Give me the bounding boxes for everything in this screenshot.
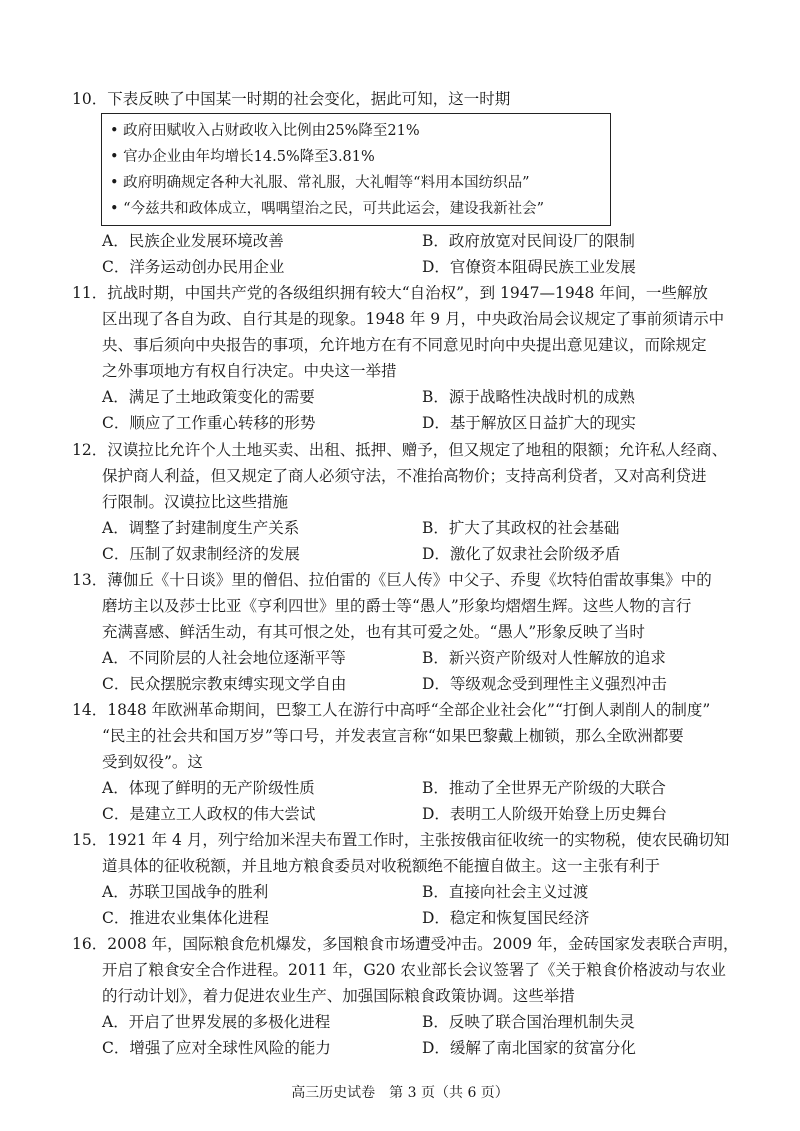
table-row: • 政府明确规定各种大礼服、常礼服，大礼帽等“料用本国纺织品” (110, 175, 530, 191)
table-row: • 官办企业由年均增长14.5%降至3.81% (110, 149, 375, 165)
option-a[interactable]: A．不同阶层的人社会地位逐渐平等 (102, 649, 346, 667)
question-stem-line: 行限制。汉谟拉比这些措施 (102, 493, 289, 511)
question-stem-line: 磨坊主以及莎士比亚《亨利四世》里的爵士等“愚人”形象均熠熠生辉。这些人物的言行 (102, 597, 692, 615)
question-number: 16． (72, 935, 108, 953)
question-number: 14． (72, 701, 108, 719)
question-12 (72, 437, 742, 567)
question-stem-line: 保护商人利益，但又规定了商人必须守法，不准抬高物价；支持高利贷者，又对高利贷进 (102, 467, 707, 485)
option-d[interactable]: D．等级观念受到理性主义强烈冲击 (422, 675, 667, 693)
question-stem-line: 的行动计划》，着力促进农业生产、加强国际粮食政策协调。这些举措 (102, 987, 575, 1005)
table-row: • “今兹共和政体成立，喁喁望治之民，可共此运会，建设我新社会” (110, 201, 544, 217)
option-b[interactable]: B．源于战略性决战时机的成熟 (422, 388, 635, 406)
option-d[interactable]: D．官僚资本阻碍民族工业发展 (422, 258, 636, 276)
option-b[interactable]: B．新兴资产阶级对人性解放的追求 (422, 649, 666, 667)
option-d[interactable]: D．稳定和恢复国民经济 (422, 909, 590, 927)
question-number: 12． (72, 441, 108, 459)
question-14 (72, 697, 742, 827)
option-c[interactable]: C．顺应了工作重心转移的形势 (102, 414, 316, 432)
question-number: 13． (72, 571, 108, 589)
question-stem-line: 道具体的征收税额，并且地方粮食委员对收税额绝不能擅自做主。这一主张有利于 (102, 857, 661, 875)
question-stem-line: 之外事项地方有权自行决定。中央这一举措 (102, 362, 397, 380)
question-stem-line: 开启了粮食安全合作进程。2011 年，G20 农业部长会议签署了《关于粮食价格波动与农业 (102, 961, 726, 979)
option-d[interactable]: D．基于解放区日益扩大的现实 (422, 414, 636, 432)
question-stem-line: 区出现了各自为政、自行其是的现象。1948 年 9 月，中央政治局会议规定了事前须请示中 (102, 310, 725, 328)
option-c[interactable]: C．推进农业集体化进程 (102, 909, 269, 927)
q10-options (72, 228, 742, 280)
page-footer: 高三历史试卷 第 3 页（共 6 页） (291, 1085, 509, 1101)
option-c[interactable]: C．是建立工人政权的伟大尝试 (102, 805, 316, 823)
option-a[interactable]: A．民族企业发展环境改善 (102, 232, 284, 250)
option-a[interactable]: A．体现了鲜明的无产阶级性质 (102, 779, 315, 797)
question-stem-line: “民主的社会共和国万岁”等口号，并发表宣言称“如果巴黎戴上枷锁，那么全欧洲都要 (102, 727, 684, 745)
question-stem-line: 央、事后须向中央报告的事项，允许地方在有不同意见时向中央提出意见建议，而除规定 (102, 336, 707, 354)
question-11 (72, 280, 742, 436)
option-a[interactable]: A．调整了封建制度生产关系 (102, 519, 300, 537)
option-b[interactable]: B．扩大了其政权的社会基础 (422, 519, 620, 537)
question-stem-line: 汉谟拉比允许个人土地买卖、出租、抵押、赠予，但又规定了地租的限额；允许私人经商、 (107, 441, 728, 459)
option-c[interactable]: C．增强了应对全球性风险的能力 (102, 1039, 331, 1057)
option-a[interactable]: A．开启了世界发展的多极化进程 (102, 1013, 331, 1031)
option-a[interactable]: A．苏联卫国战争的胜利 (102, 883, 269, 901)
question-number: 10． (72, 90, 108, 108)
question-stem: 下表反映了中国某一时期的社会变化，据此可知，这一时期 (107, 90, 511, 108)
question-number: 15． (72, 831, 108, 849)
question-10 (72, 86, 742, 112)
option-b[interactable]: B．直接向社会主义过渡 (422, 883, 589, 901)
question-stem-line: 受到奴役”。这 (102, 753, 203, 771)
question-stem-line: 2008 年，国际粮食危机爆发，多国粮食市场遭受冲击。2009 年，金砖国家发表联合声明， (107, 935, 739, 953)
question-16 (72, 931, 742, 1061)
option-a[interactable]: A．满足了土地政策变化的需要 (102, 388, 315, 406)
option-b[interactable]: B．政府放宽对民间设厂的限制 (422, 232, 635, 250)
question-stem-line: 充满喜感、鲜活生动，有其可恨之处，也有其可爱之处。“愚人”形象反映了当时 (102, 623, 645, 641)
question-stem-line: 薄伽丘《十日谈》里的僧侣、拉伯雷的《巨人传》中父子、乔叟《坎特伯雷故事集》中的 (107, 571, 712, 589)
question-stem-line: 1848 年欧洲革命期间，巴黎工人在游行中高呼“全部企业社会化”“打倒人剥削人的制度” (107, 701, 711, 719)
option-b[interactable]: B．推动了全世界无产阶级的大联合 (422, 779, 666, 797)
question-15 (72, 827, 742, 931)
question-13 (72, 567, 742, 697)
option-d[interactable]: D．表明工人阶级开始登上历史舞台 (422, 805, 667, 823)
table-row: • 政府田赋收入占财政收入比例由25%降至21% (110, 123, 420, 139)
question-number: 11． (72, 284, 108, 302)
option-c[interactable]: C．压制了奴隶制经济的发展 (102, 545, 300, 563)
option-c[interactable]: C．洋务运动创办民用企业 (102, 258, 285, 276)
option-d[interactable]: D．缓解了南北国家的贫富分化 (422, 1039, 636, 1057)
question-stem-line: 1921 年 4 月，列宁给加米涅夫布置工作时，主张按俄亩征收统一的实物税，使农民确切知 (107, 831, 730, 849)
question-stem-line: 抗战时期，中国共产党的各级组织拥有较大“自治权”，到 1947—1948 年间，一些解放 (107, 284, 708, 302)
option-c[interactable]: C．民众摆脱宗教束缚实现文学自由 (102, 675, 347, 693)
q10-info-table (101, 113, 611, 226)
option-d[interactable]: D．激化了奴隶社会阶级矛盾 (422, 545, 621, 563)
option-b[interactable]: B．反映了联合国治理机制失灵 (422, 1013, 635, 1031)
